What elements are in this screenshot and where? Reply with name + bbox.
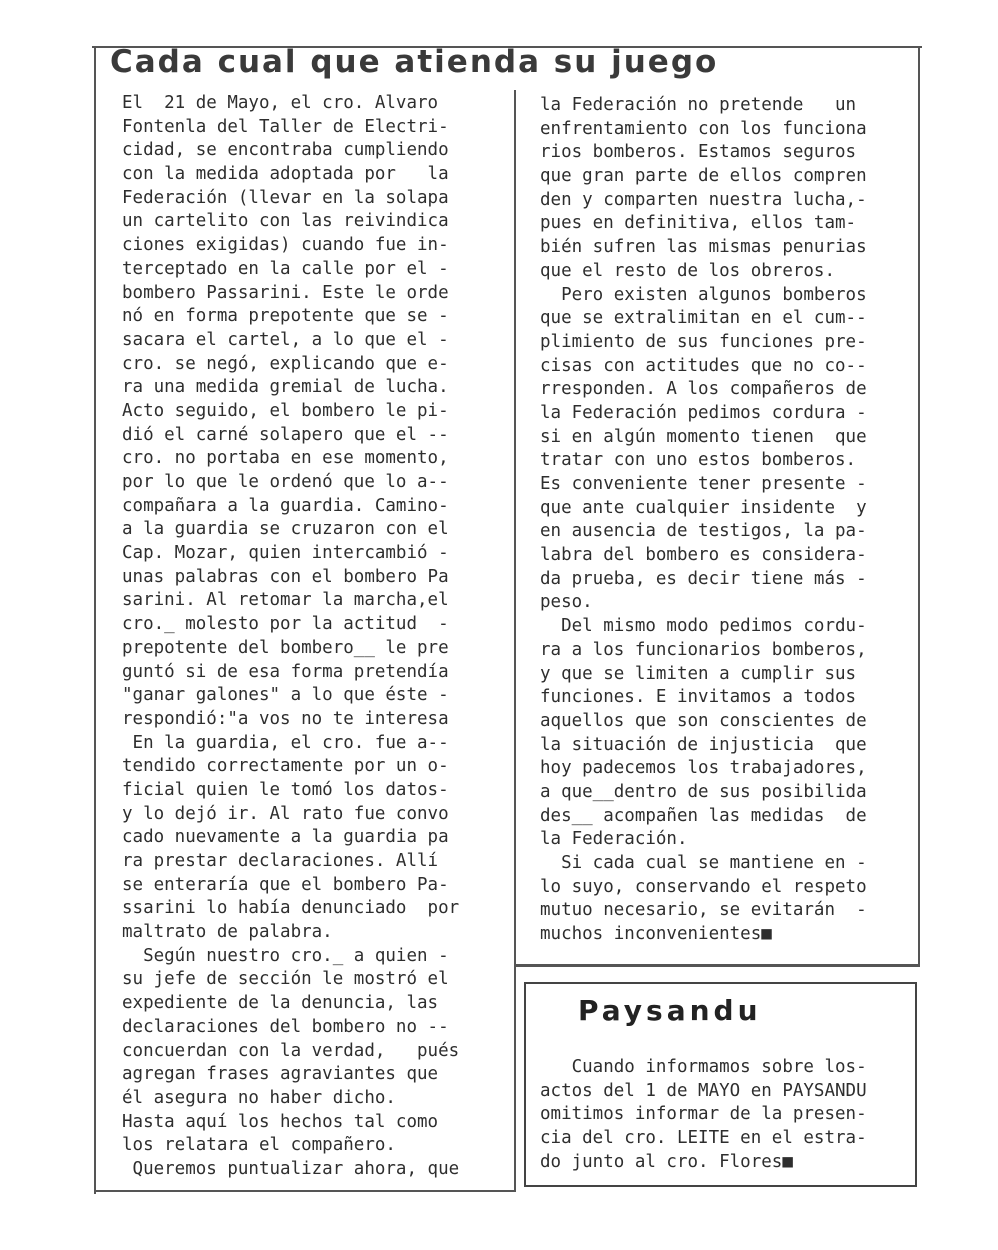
- text-line: actos del 1 de MAYO en PAYSANDU: [540, 1080, 867, 1101]
- text-line: y lo dejó ir. Al rato fue convo: [122, 803, 449, 824]
- text-line: Fontenla del Taller de Electri-: [122, 116, 449, 137]
- text-line: a que__dentro de sus posibilida: [540, 781, 867, 802]
- text-line: cisas con actitudes que no co--: [540, 355, 867, 376]
- text-line: que gran parte de ellos compren: [540, 166, 867, 187]
- text-line: declaraciones del bombero no --: [122, 1016, 449, 1037]
- text-line: guntó si de esa forma pretendía: [122, 661, 449, 682]
- text-line: ciones exigidas) cuando fue in-: [122, 235, 449, 256]
- text-line: cado nuevamente a la guardia pa: [122, 827, 449, 848]
- text-line: Según nuestro cro._ a quien -: [122, 945, 449, 966]
- text-line: la Federación.: [540, 829, 688, 850]
- text-line: la situación de injusticia que: [540, 734, 867, 755]
- text-line: terceptado en la calle por el -: [122, 258, 449, 279]
- text-line: cro. se negó, explicando que e-: [122, 353, 449, 374]
- text-line: omitimos informar de la presen-: [540, 1104, 867, 1125]
- text-line: Acto seguido, el bombero le pi-: [122, 400, 449, 421]
- text-line: ra una medida gremial de lucha.: [122, 377, 449, 398]
- text-line: tendido correctamente por un o-: [122, 756, 449, 777]
- paysandu-box: [524, 982, 917, 1187]
- text-line: en ausencia de testigos, la pa-: [540, 521, 867, 542]
- text-line: Cap. Mozar, quien intercambió -: [122, 543, 449, 564]
- column-divider: [514, 90, 516, 1190]
- text-line: que el resto de los obreros.: [540, 260, 836, 281]
- text-line: Del mismo modo pedimos cordu-: [540, 616, 867, 637]
- text-line: lo suyo, conservando el respeto: [540, 876, 867, 897]
- text-line: ra prestar declaraciones. Allí: [122, 851, 439, 871]
- text-line: Queremos puntualizar ahora, que: [122, 1158, 460, 1179]
- text-line: se enteraría que el bombero Pa-: [122, 874, 449, 895]
- text-line: peso.: [540, 592, 593, 613]
- text-line: cro._ molesto por la actitud -: [122, 614, 449, 635]
- text-line: sarini. Al retomar la marcha,el: [122, 590, 449, 611]
- text-line: maltrato de palabra.: [122, 922, 333, 943]
- right-column: [540, 94, 912, 947]
- text-line: cro. no portaba en ese momento,: [122, 448, 449, 469]
- text-line: bién sufren las mismas penurias: [540, 237, 867, 258]
- text-line: mutuo necesario, se evitarán -: [540, 900, 867, 921]
- bottom-rule: [94, 1190, 516, 1192]
- text-line: ssarini lo había denunciado por: [122, 898, 460, 919]
- text-line: enfrentamiento con los funciona: [540, 118, 867, 139]
- text-line: Federación (llevar en la solapa: [122, 187, 449, 208]
- text-line: prepotente del bombero__ le pre: [122, 637, 449, 658]
- text-line: des__ acompañen las medidas de: [540, 805, 867, 826]
- article-title: Cada cual que atienda su juego: [110, 44, 719, 80]
- text-line: y que se limiten a cumplir sus: [540, 663, 857, 684]
- text-line: muchos inconvenientes■: [540, 924, 772, 945]
- text-line: la Federación no pretende un: [540, 95, 857, 115]
- text-line: cidad, se encontraba cumpliendo: [122, 140, 449, 161]
- text-line: hoy padecemos los trabajadores,: [540, 758, 867, 779]
- text-line: compañara a la guardia. Camino-: [122, 495, 449, 516]
- text-line: "ganar galones" a lo que éste -: [122, 685, 449, 706]
- text-line: tratar con uno estos bomberos.: [540, 450, 857, 471]
- text-line: den y comparten nuestra lucha,-: [540, 189, 867, 210]
- text-line: que ante cualquier insidente y: [540, 497, 867, 518]
- text-line: él asegura no haber dicho.: [122, 1087, 396, 1108]
- text-line: Pero existen algunos bomberos: [540, 284, 867, 305]
- text-line: sacara el cartel, a lo que el -: [122, 329, 449, 350]
- text-line: que se extralimitan en el cum--: [540, 308, 867, 329]
- text-line: plimiento de sus funciones pre-: [540, 331, 867, 352]
- text-line: la Federación pedimos cordura -: [540, 402, 867, 423]
- text-line: por lo que le ordenó que lo a--: [122, 472, 449, 492]
- text-line: funciones. E invitamos a todos: [540, 687, 857, 708]
- text-line: unas palabras con el bombero Pa: [122, 566, 449, 587]
- text-line: do junto al cro. Flores■: [540, 1151, 793, 1172]
- text-line: nó en forma prepotente que se -: [122, 306, 449, 327]
- text-line: ficial quien le tomó los datos-: [122, 779, 449, 800]
- right-rule: [918, 46, 920, 966]
- mid-rule: [516, 964, 920, 967]
- text-line: aquellos que son conscientes de: [540, 710, 867, 731]
- text-line: El 21 de Mayo, el cro. Alvaro: [122, 93, 439, 113]
- text-line: Cuando informamos sobre los-: [540, 1057, 867, 1077]
- text-line: bombero Passarini. Este le orde: [122, 282, 449, 303]
- text-line: si en algún momento tienen que: [540, 426, 867, 447]
- text-line: dió el carné solapero que el --: [122, 424, 449, 445]
- left-rule: [94, 46, 96, 1194]
- text-line: Es conveniente tener presente -: [540, 474, 867, 494]
- text-line: rresponden. A los compañeros de: [540, 379, 867, 400]
- text-line: labra del bombero es considera-: [540, 545, 867, 566]
- text-line: respondió:"a vos no te interesa: [122, 708, 449, 729]
- text-line: concuerdan con la verdad, pués: [122, 1040, 460, 1061]
- text-line: ra a los funcionarios bomberos,: [540, 639, 867, 660]
- text-line: con la medida adoptada por la: [122, 164, 449, 185]
- text-line: expediente de la denuncia, las: [122, 993, 439, 1014]
- text-line: los relatara el compañero.: [122, 1135, 396, 1156]
- text-line: Si cada cual se mantiene en -: [540, 853, 867, 873]
- text-line: un cartelito con las reivindica: [122, 211, 449, 232]
- text-line: su jefe de sección le mostró el: [122, 969, 449, 990]
- text-line: rios bomberos. Estamos seguros: [540, 142, 857, 163]
- left-column: [122, 92, 506, 1182]
- text-line: pues en definitiva, ellos tam-: [540, 213, 857, 234]
- paysandu-title: Paysandu: [578, 994, 762, 1027]
- text-line: a la guardia se cruzaron con el: [122, 519, 449, 540]
- text-line: agregan frases agraviantes que: [122, 1064, 439, 1085]
- paysandu-text: [540, 1056, 912, 1174]
- text-line: da prueba, es decir tiene más -: [540, 568, 867, 589]
- text-line: cia del cro. LEITE en el estra-: [540, 1128, 867, 1149]
- text-line: En la guardia, el cro. fue a--: [122, 732, 449, 753]
- text-line: Hasta aquí los hechos tal como: [122, 1111, 439, 1132]
